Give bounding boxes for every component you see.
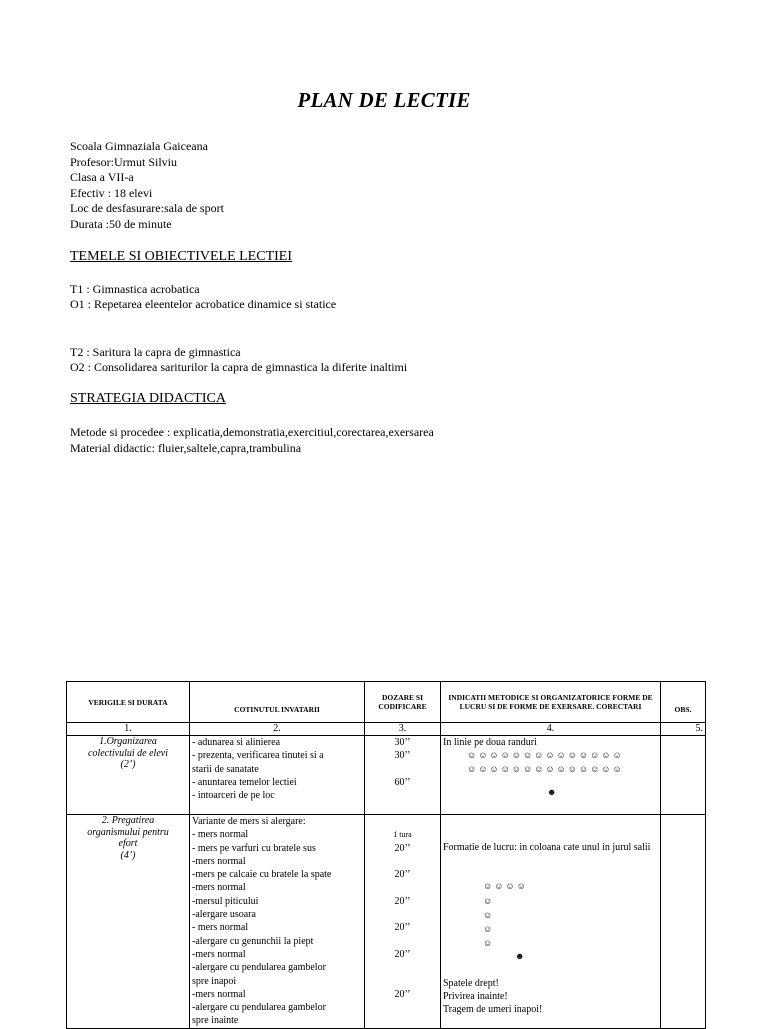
obs-cell — [661, 815, 706, 1029]
objective-1: O1 : Repetarea eleentelor acrobatice dinamice si statice — [70, 297, 337, 311]
col-number: 5. — [661, 723, 706, 736]
table-header-row — [67, 682, 706, 723]
content-line: - prezenta, verificarea tinutei si a — [192, 750, 324, 762]
students-row-icon: ☺☺☺☺☺☺☺☺☺☺☺☺☺☺ — [467, 750, 624, 761]
objective-2: O2 : Consolidarea sariturilor la capra de gimnastica la diferite inaltimi — [70, 360, 408, 374]
table-row — [67, 815, 706, 1029]
content-line: -alergare usoara — [192, 909, 256, 921]
dose-line: 30’’ — [394, 750, 411, 762]
stage-line: efort — [118, 838, 138, 849]
student-icon: ☺ — [483, 937, 495, 948]
formation-label: Formatie de lucru: in coloana cate unul in jurul salii — [443, 842, 651, 853]
content-cell — [190, 815, 365, 1029]
teacher-icon: ☻ — [515, 950, 527, 961]
column-number-row — [67, 723, 706, 736]
dose-cell — [365, 736, 441, 815]
dose-line — [367, 975, 438, 988]
themes-heading: TEMELE SI OBIECTIVELE LECTIEI — [70, 249, 293, 264]
col-number: 4. — [441, 723, 661, 736]
info-headcount: Efectiv : 18 elevi — [70, 185, 153, 200]
content-line: -mers normal — [192, 948, 246, 960]
stage-line: (4’) — [120, 849, 136, 861]
stage-line: 2. Pregatirea — [101, 815, 155, 826]
content-line: spre inainte — [192, 1015, 239, 1027]
dose-line: 20’’ — [394, 842, 411, 854]
content-line: starii de sanatate — [192, 763, 259, 775]
content-cell — [190, 736, 365, 815]
page-title: PLAN DE LECTIE — [297, 88, 471, 112]
methods-text: Metode si procedee : explicatia,demonstratia,exercitiul,corectarea,exersarea — [70, 425, 434, 439]
info-class: Clasa a VII-a — [70, 170, 134, 185]
tip-line: Tragem de umeri inapoi! — [443, 1004, 543, 1016]
stage-cell — [67, 736, 190, 815]
dose-line — [367, 881, 438, 894]
dose-line: 20’’ — [394, 988, 411, 1000]
dose-line — [367, 789, 438, 802]
dose-line — [367, 908, 438, 921]
content-line: - intoarceri de pe loc — [192, 790, 275, 802]
lesson-plan-table — [66, 681, 706, 1029]
dose-line: 20’’ — [394, 948, 411, 960]
dose-cell — [365, 815, 441, 1029]
info-duration: Durata :50 de minute — [70, 216, 172, 231]
content-line: - adunarea si alinierea — [192, 737, 281, 748]
strategy-heading: STRATEGIA DIDACTICA — [70, 391, 226, 406]
student-icon: ☺ — [483, 895, 495, 906]
col-number: 2. — [190, 723, 365, 736]
students-row-icon: ☺☺☺☺ — [483, 881, 528, 892]
stage-line: (2’) — [120, 759, 136, 770]
dose-line: 20’’ — [394, 869, 411, 881]
content-line: -alergare cu pendularea gambelor — [192, 1002, 326, 1014]
students-row-icon: ☺☺☺☺☺☺☺☺☺☺☺☺☺☺ — [467, 763, 624, 774]
theme-2: T2 : Saritura la capra de gimnastica — [70, 345, 241, 359]
dose-line — [367, 935, 438, 948]
dose-line — [367, 855, 438, 868]
content-line: - mers normal — [192, 922, 249, 934]
content-line: -alergare cu pendularea gambelor — [192, 962, 326, 974]
content-line: - mers normal — [192, 829, 249, 841]
content-line: spre inapoi — [192, 975, 237, 987]
header-dose: DOZARE SI CODIFICARE — [365, 682, 441, 723]
tip-line: Privirea inainte! — [443, 991, 508, 1003]
content-line: -mersul piticului — [192, 895, 259, 907]
lesson-info — [70, 139, 224, 233]
header-indications: INDICATII METODICE SI ORGANIZATORICE FORME DE LUCRU SI DE FORME DE EXERSARE. CORECTARI — [441, 682, 661, 723]
info-school: Scoala Gimnaziala Gaiceana — [70, 139, 208, 153]
content-line: -mers normal — [192, 855, 246, 867]
col-number: 3. — [365, 723, 441, 736]
dose-line — [367, 815, 438, 828]
col-number: 1. — [67, 723, 190, 736]
teacher-icon: ☻ — [547, 786, 559, 797]
dose-line: 60’’ — [394, 776, 411, 788]
tip-line: Spatele drept! — [443, 977, 499, 989]
header-stage: VERIGILE SI DURATA — [67, 682, 190, 723]
materials-text: Material didactic: fluier,saltele,capra,trambulina — [70, 441, 302, 455]
student-icon: ☺ — [483, 923, 495, 934]
content-line: - anuntarea temelor lectiei — [192, 776, 297, 788]
dose-line: 1 tura — [393, 830, 412, 840]
content-line: -mers pe calcaie cu bratele la spate — [192, 869, 332, 881]
info-location: Loc de desfasurare:sala de sport — [70, 201, 224, 216]
indications-cell — [441, 815, 661, 1029]
content-line: - mers pe varfuri cu bratele sus — [192, 842, 316, 854]
stage-line: colectivului de elevi — [88, 747, 168, 759]
stage-cell — [67, 815, 190, 1029]
student-icon: ☺ — [483, 909, 495, 920]
content-line: Variante de mers si alergare: — [192, 816, 306, 827]
indications-cell — [441, 736, 661, 815]
dose-line: 30’’ — [394, 737, 411, 748]
dose-line — [367, 763, 438, 776]
dose-line: 20’’ — [394, 895, 411, 907]
table-row — [67, 736, 706, 815]
formation-label: In linie pe doua randuri — [443, 737, 537, 748]
dose-line — [367, 961, 438, 974]
stage-line: organismului pentru — [87, 826, 169, 838]
header-obs: OBS. — [661, 682, 706, 723]
content-line: -mers normal — [192, 882, 246, 894]
content-line: -mers normal — [192, 988, 246, 1000]
content-line: -alergare cu genunchii la piept — [192, 935, 314, 947]
stage-line: 1.Organizarea — [99, 736, 157, 747]
dose-line: 20’’ — [394, 922, 411, 934]
header-content: COTINUTUL INVATARII — [190, 682, 365, 723]
obs-cell — [661, 736, 706, 815]
theme-1: T1 : Gimnastica acrobatica — [70, 282, 200, 296]
info-teacher: Profesor:Urmut Silviu — [70, 154, 177, 169]
